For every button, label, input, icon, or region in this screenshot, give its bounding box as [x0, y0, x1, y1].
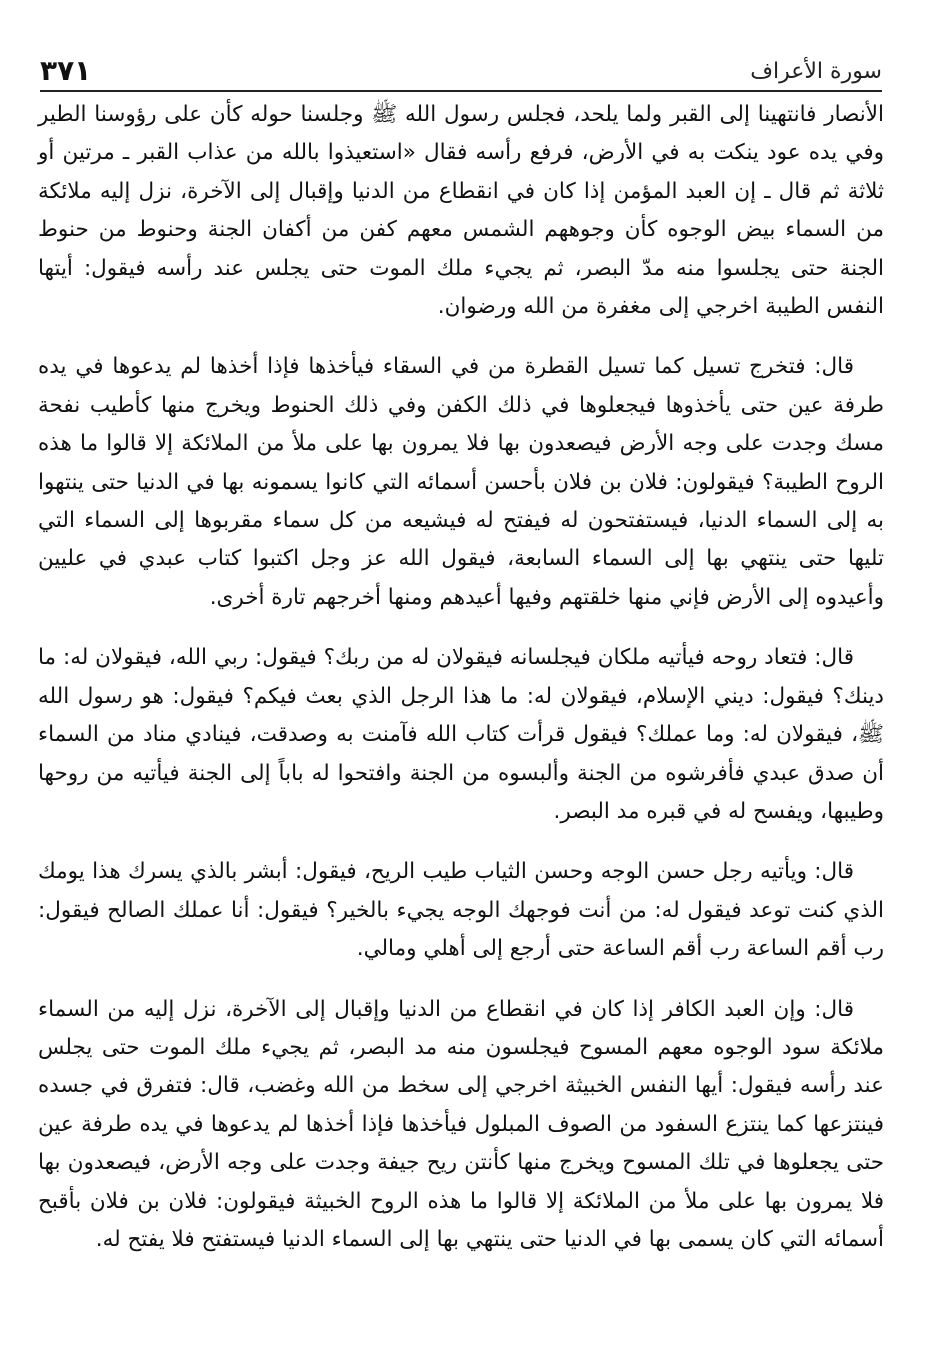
- page-number: ٣٧١: [40, 54, 92, 87]
- paragraph: قال: وإن العبد الكافر إذا كان في انقطاع من الدنيا وإقبال إلى الآخرة، نزل إليه من السماء ملائكة سود الوجوه معهم المسوح فيجلسون منه مد البصر، ثم يجيء ملك الموت حتى يجلس عند رأسه فيقول: أيها النفس الخبيثة اخرجي إلى سخط من الله وغضب، قال: فتفرق في جسده فينتزعها كما ينتزع السفود من الصوف المبلول فيأخذها فإذا أخذها لم يدعوها في يده طرفة عين حتى يجعلوها في تلك المسوح ويخرج منها كأنتن ريح جيفة وجدت على وجه الأرض، فيصعدون بها فلا يمرون بها على ملأ من الملائكة إلا قالوا ما هذه الروح الخبيثة فيقولون: فلان بن فلان بأقبح أسمائه التي كان يسمى بها في الدنيا حتى ينتهي بها إلى السماء الدنيا فيستفتح فلا يفتح له.: [38, 996, 884, 1252]
- paragraph: قال: فتعاد روحه فيأتيه ملكان فيجلسانه فيقولان له من ربك؟ فيقول: ربي الله، فيقولان له: ما دينك؟ فيقول: ديني الإسلام، فيقولان له: ما هذا الرجل الذي بعث فيكم؟ فيقول: هو رسول الله ﷺ، فيقولان له: وما عملك؟ فيقول قرأت كتاب الله فآمنت به وصدقت، فينادي مناد من السماء أن صدق عبدي فأفرشوه من الجنة وألبسوه من الجنة وافتحوا له باباً إلى الجنة فيأتيه من روحها وطيبها، ويفسح له في قبره مد البصر.: [38, 645, 884, 824]
- surah-title: سورة الأعراف: [750, 59, 882, 84]
- paragraph: قال: ويأتيه رجل حسن الوجه وحسن الثياب طيب الريح، فيقول: أبشر بالذي يسرك هذا يومك الذي كنت توعد فيقول له: من أنت فوجهك الوجه يجيء بالخير؟ فيقول: أنا عملك الصالح فيقول: رب أقم الساعة رب أقم الساعة حتى أرجع إلى أهلي ومالي.: [38, 859, 884, 962]
- paragraph: الأنصار فانتهينا إلى القبر ولما يلحد، فجلس رسول الله ﷺ وجلسنا حوله كأن على رؤوسنا الطير وفي يده عود ينكت به في الأرض، فرفع رأسه فقال «استعيذوا بالله من عذاب القبر ـ مرتين أو ثلاثة ثم قال ـ إن العبد المؤمن إذا كان في انقطاع من الدنيا وإقبال إلى الآخرة، نزل إليه ملائكة من السماء بيض الوجوه كأن وجوههم الشمس معهم كفن من أكفان الجنة وحنوط من حنوط الجنة حتى يجلسوا منه مدّ البصر، ثم يجيء ملك الموت حتى يجلس عند رأسه فيقول: أيتها النفس الطيبة اخرجي إلى مغفرة من الله ورضوان.: [38, 102, 884, 320]
- page-header: [40, 48, 882, 92]
- page-body: [38, 96, 884, 1259]
- paragraph: قال: فتخرج تسيل كما تسيل القطرة من في السقاء فيأخذها فإذا أخذها لم يدعوها في يده طرفة عين حتى يأخذوها فيجعلوها في ذلك الكفن وفي ذلك الحنوط ويخرج منها كأطيب نفحة مسك وجدت على وجه الأرض فيصعدون بها فلا يمرون بها على ملأ من الملائكة إلا قالوا ما هذه الروح الطيبة؟ فيقولون: فلان بن فلان بأحسن أسمائه التي كانوا يسمونه بها في الدنيا حتى ينتهوا به إلى السماء الدنيا، فيستفتحون له فيفتح له فيشيعه من كل سماء مقربوها إلى السماء التي تليها حتى ينتهي بها إلى السماء السابعة، فيقول الله عز وجل اكتبوا كتاب عبدي في عليين وأعيدوه إلى الأرض فإني منها خلقتهم وفيها أعيدهم ومنها أخرجهم تارة أخرى.: [38, 354, 884, 610]
